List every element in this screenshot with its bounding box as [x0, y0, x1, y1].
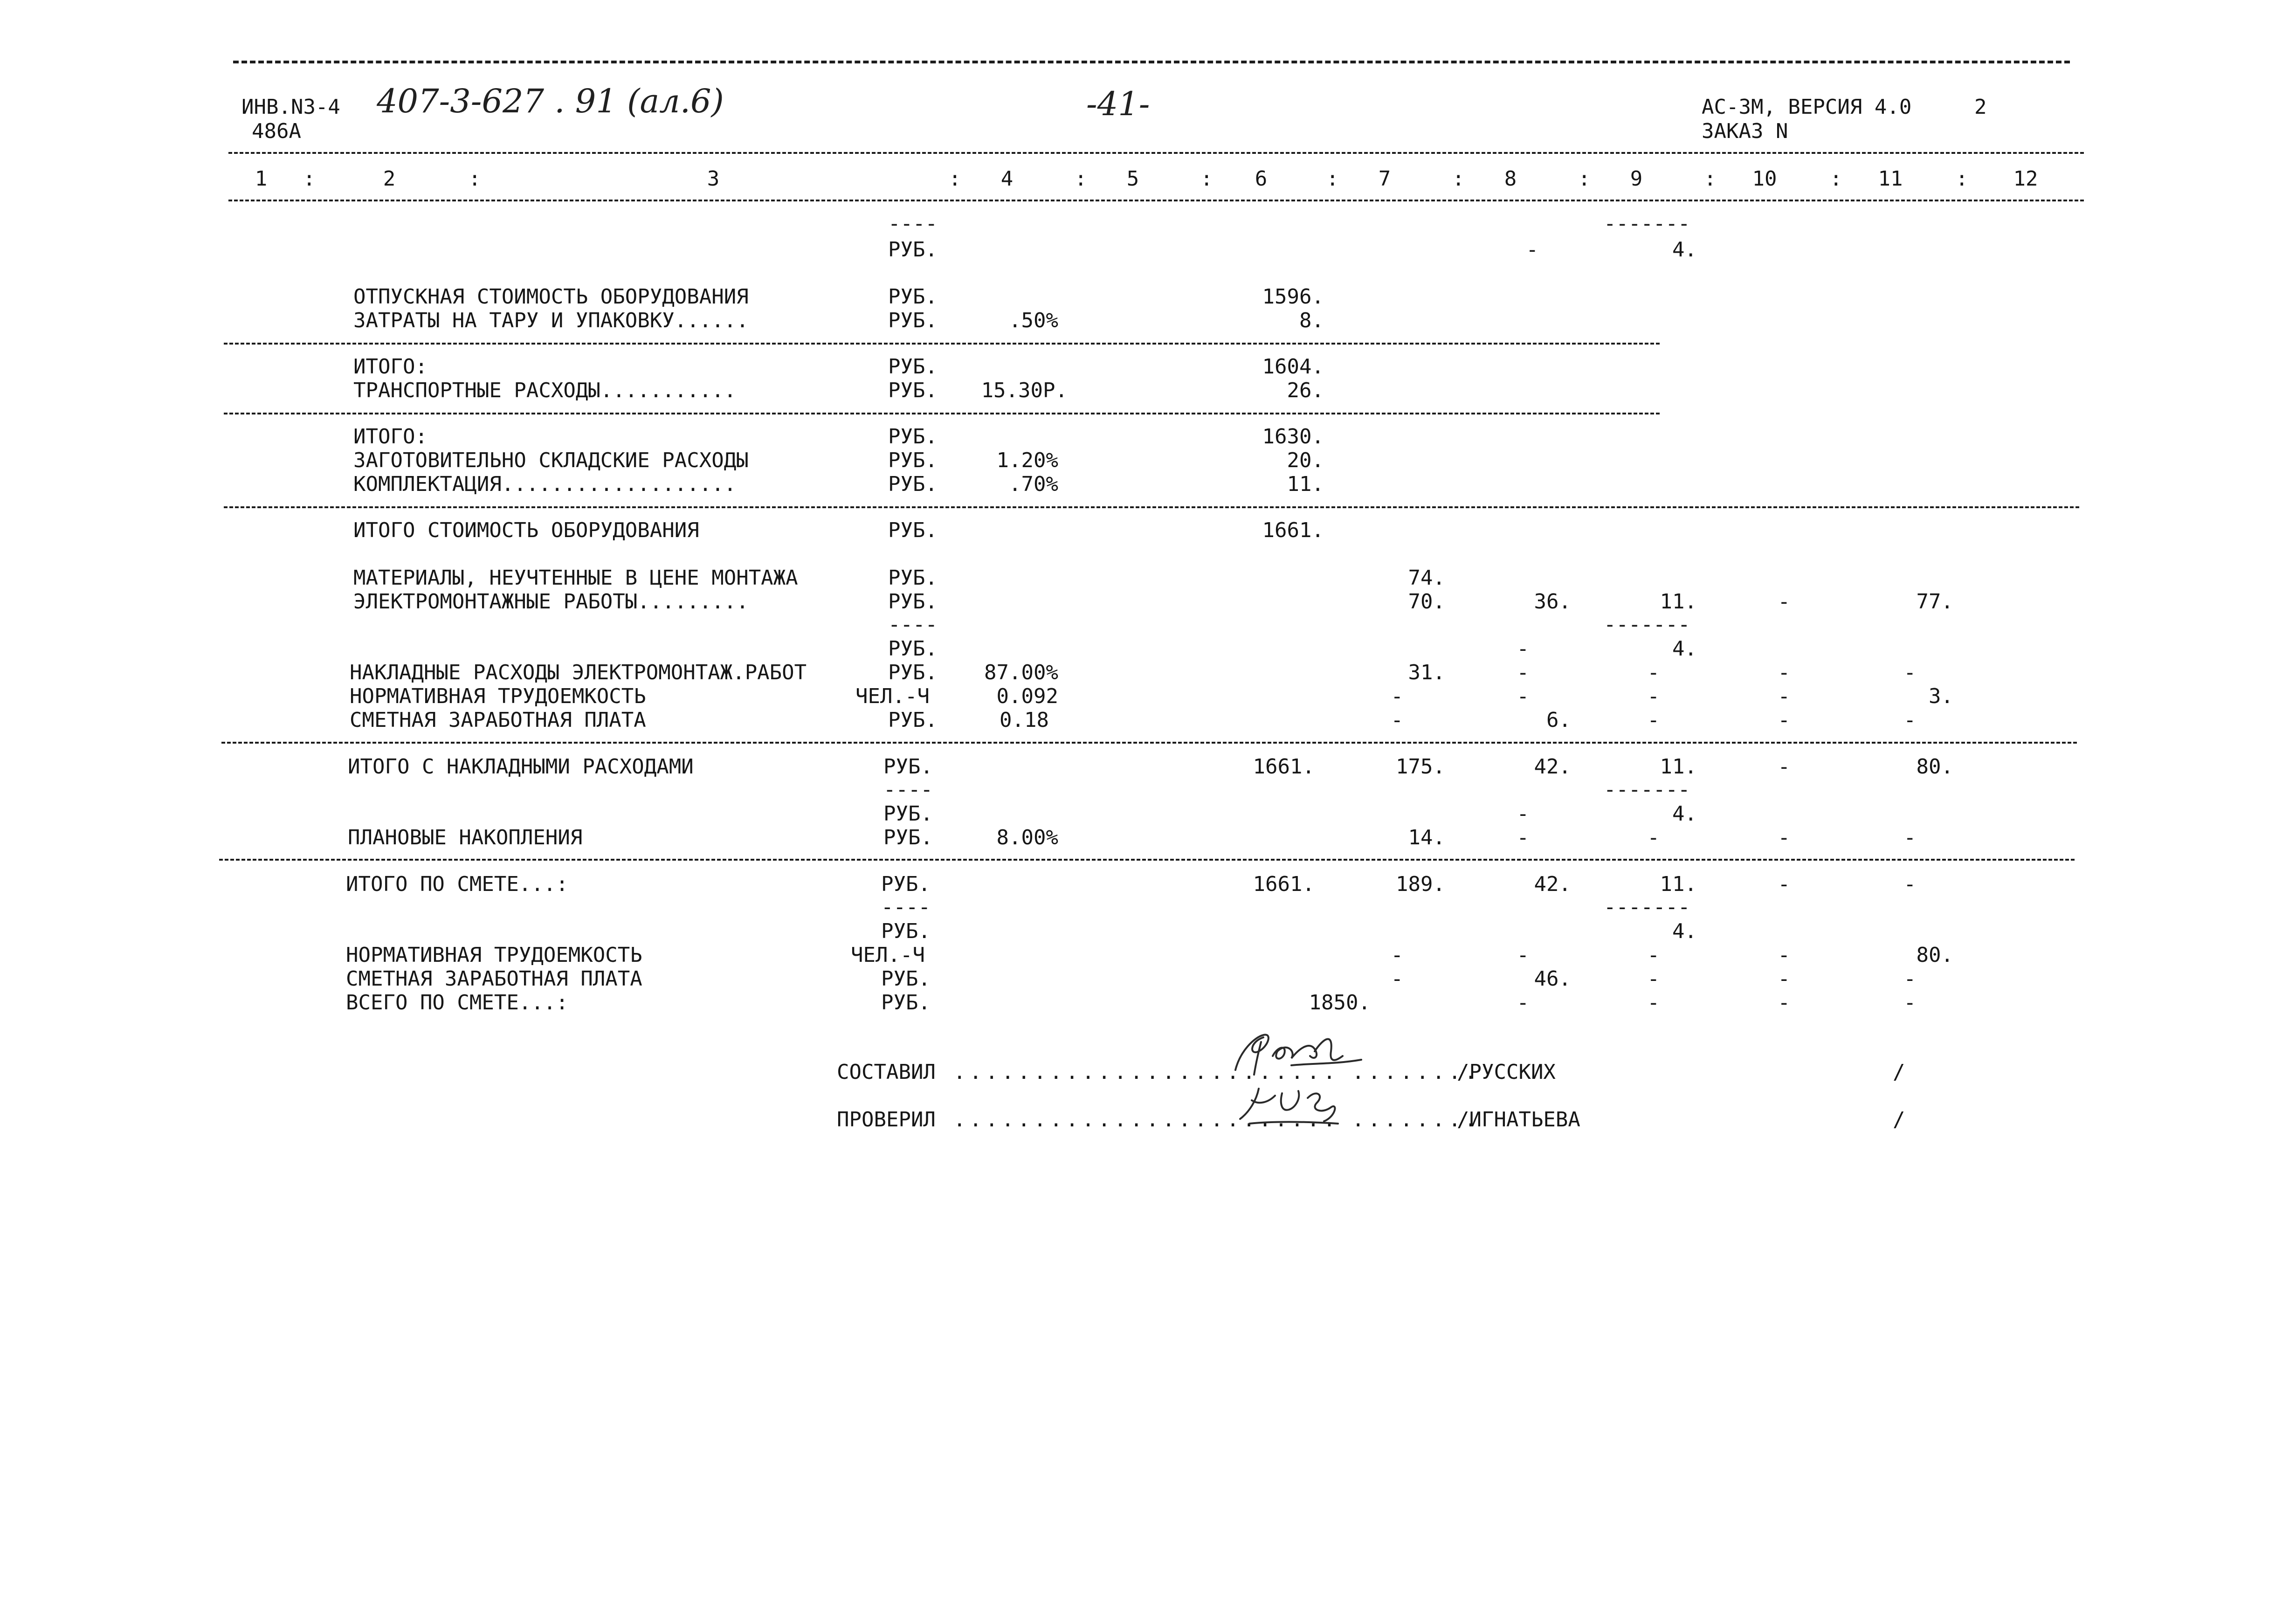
b4-row7-c9: -	[1647, 708, 1660, 732]
b1-row2-unit: РУБ.	[888, 309, 938, 332]
b4-row4-unit: РУБ.	[888, 637, 938, 661]
b4-row3-c9: 11.	[1660, 590, 1697, 614]
b5-row1-c7: 175.	[1396, 755, 1445, 779]
b5-row3-c7: 14.	[1408, 826, 1445, 849]
b6-row5-c8: -	[1517, 991, 1529, 1014]
col-11: 11	[1878, 167, 1903, 191]
col-9: 9	[1630, 167, 1643, 191]
col-sep: :	[1200, 167, 1213, 191]
checked-dots-left: ........................	[953, 1108, 1339, 1132]
b3-row2-c6: 20.	[1287, 449, 1324, 472]
b4-row6-name: НОРМАТИВНАЯ ТРУДОЕМКОСТЬ	[350, 684, 646, 708]
b4-row4-c9: 4.	[1672, 637, 1697, 661]
b6-row3-unit: ЧЕЛ.-Ч	[851, 943, 925, 967]
b5-row3-c11: -	[1903, 826, 1916, 849]
b3-row1-unit: РУБ.	[888, 425, 938, 449]
b5-row3-unit: РУБ.	[883, 826, 933, 849]
page-number: -41-	[1086, 85, 1150, 123]
b6-row3-c7: -	[1391, 943, 1403, 967]
b6-row4-c11: -	[1903, 967, 1916, 991]
b4-rule	[221, 742, 2077, 744]
b3-row3-unit: РУБ.	[888, 472, 938, 496]
b6-row1-c6: 1661.	[1253, 872, 1315, 896]
unit-underline: ----	[883, 778, 933, 801]
compiled-name: /РУССКИХ	[1457, 1060, 1556, 1084]
b1-row2-rate: .50%	[1009, 309, 1058, 332]
c9-underline: -------	[1604, 613, 1690, 636]
col-sep: :	[469, 167, 481, 191]
b3-row2-unit: РУБ.	[888, 449, 938, 472]
checked-label: ПРОВЕРИЛ	[837, 1108, 936, 1132]
b4-row3-c11: 77.	[1916, 590, 1953, 614]
order-label: ЗАКАЗ N	[1702, 119, 1788, 143]
b4-row3-c8: 36.	[1534, 590, 1571, 614]
b4-row5-name: НАКЛАДНЫЕ РАСХОДЫ ЭЛЕКТРОМОНТАЖ.РАБОТ	[350, 661, 807, 684]
b6-row5-c9: -	[1647, 991, 1660, 1014]
compiled-dots-left: ........................	[953, 1060, 1339, 1084]
b6-row2-c9: 4.	[1672, 919, 1697, 943]
b5-row3-c8: -	[1517, 826, 1529, 849]
unit-underline: ----	[881, 895, 931, 919]
b6-row1-name: ИТОГО ПО СМЕТЕ...:	[346, 872, 568, 896]
b1-rule	[224, 343, 1660, 345]
col-1: 1	[255, 167, 268, 191]
b2-rule	[224, 413, 1660, 414]
b2-row2-name: ТРАНСПОРТНЫЕ РАСХОДЫ...........	[353, 379, 737, 402]
b4-row4-c8: -	[1517, 637, 1529, 661]
col-3: 3	[707, 167, 720, 191]
b4-row7-unit: РУБ.	[888, 708, 938, 732]
b2-row1-name: ИТОГО:	[353, 355, 427, 379]
col-sep: :	[1830, 167, 1842, 191]
c9-underline: -------	[1604, 895, 1690, 919]
col-sep: :	[303, 167, 316, 191]
b5-row3-rate: 8.00%	[996, 826, 1058, 849]
b4-row7-c8: 6.	[1546, 708, 1571, 732]
col-7: 7	[1378, 167, 1391, 191]
b5-row2-c9: 4.	[1672, 802, 1697, 826]
col-4: 4	[1000, 167, 1014, 191]
b6-row3-name: НОРМАТИВНАЯ ТРУДОЕМКОСТЬ	[346, 943, 642, 967]
b6-row2-unit: РУБ.	[881, 919, 931, 943]
b5-row1-c11: 80.	[1916, 755, 1953, 779]
b4-row6-c8: -	[1517, 684, 1529, 708]
b4-row2-c7: 74.	[1408, 566, 1445, 590]
b6-row5-c11: -	[1903, 991, 1916, 1014]
b1-row1-unit: РУБ.	[888, 285, 938, 309]
col-10: 10	[1752, 167, 1777, 191]
b3-row3-name: КОМПЛЕКТАЦИЯ...................	[353, 472, 737, 496]
b6-row4-name: СМЕТНАЯ ЗАРАБОТНАЯ ПЛАТА	[346, 967, 642, 991]
unit-underline: ----	[888, 212, 938, 235]
checked-dots-right: ........	[1352, 1108, 1481, 1132]
b6-row1-unit: РУБ.	[881, 872, 931, 896]
checked-slash: /	[1893, 1108, 1905, 1132]
b3-rule	[224, 506, 2079, 508]
b6-row5-unit: РУБ.	[881, 991, 931, 1014]
b6-row1-c9: 11.	[1660, 872, 1697, 896]
b2-row1-unit: РУБ.	[888, 355, 938, 379]
b5-row1-c9: 11.	[1660, 755, 1697, 779]
compiled-label: СОСТАВИЛ	[837, 1060, 936, 1084]
b4-row7-rate: 0.18	[1000, 708, 1049, 732]
b5-row1-unit: РУБ.	[883, 755, 933, 779]
b4-row6-c9: -	[1647, 684, 1660, 708]
b3-row1-name: ИТОГО:	[353, 425, 427, 449]
b6-row4-c9: -	[1647, 967, 1660, 991]
b5-row1-c6: 1661.	[1253, 755, 1315, 779]
b4-row5-c10: -	[1778, 661, 1790, 684]
system-version: АС-3М, ВЕРСИЯ 4.0	[1702, 95, 1912, 119]
b6-row4-c8: 46.	[1534, 967, 1571, 991]
b6-row3-c11: 80.	[1916, 943, 1953, 967]
b5-row2-unit: РУБ.	[883, 802, 933, 826]
b4-row7-c10: -	[1778, 708, 1790, 732]
col-sep: :	[1452, 167, 1465, 191]
checked-signature	[1231, 1075, 1371, 1131]
b6-row1-c7: 189.	[1396, 872, 1445, 896]
inv-code: 486А	[252, 119, 301, 143]
b2-row2-unit: РУБ.	[888, 379, 938, 402]
compiled-dots-right: ........	[1352, 1060, 1481, 1084]
b4-row6-c10: -	[1778, 684, 1790, 708]
col-2: 2	[383, 167, 396, 191]
b4-row1-c6: 1661.	[1262, 518, 1324, 542]
b4-row6-c11: 3.	[1929, 684, 1953, 708]
b4-row7-c11: -	[1903, 708, 1916, 732]
b3-row2-name: ЗАГОТОВИТЕЛЬНО СКЛАДСКИЕ РАСХОДЫ	[353, 449, 749, 472]
inv-handwritten: 407-3-627 . 91 (ал.6)	[377, 82, 724, 120]
b1-unit-row-c9: 4.	[1672, 238, 1697, 262]
b6-row1-c10: -	[1778, 872, 1790, 896]
col-sep: :	[1075, 167, 1087, 191]
col-5: 5	[1126, 167, 1139, 191]
b1-row2-c6: 8.	[1299, 309, 1324, 332]
b4-row5-rate: 87.00%	[984, 661, 1058, 684]
b5-row1-c8: 42.	[1534, 755, 1571, 779]
checked-name: /ИГНАТЬЕВА	[1457, 1108, 1580, 1132]
c9-underline: -------	[1604, 778, 1690, 801]
b4-row5-c7: 31.	[1408, 661, 1445, 684]
col-6: 6	[1255, 167, 1268, 191]
b4-row5-unit: РУБ.	[888, 661, 938, 684]
sheet-number: 2	[1974, 95, 1987, 119]
b6-row4-c7: -	[1391, 967, 1403, 991]
b3-row3-rate: .70%	[1009, 472, 1058, 496]
col-sep: :	[949, 167, 961, 191]
b2-row1-c6: 1604.	[1262, 355, 1324, 379]
b4-row2-name: МАТЕРИАЛЫ, НЕУЧТЕННЫЕ В ЦЕНЕ МОНТАЖА	[353, 566, 798, 590]
header-rule-bottom	[228, 200, 2084, 201]
b4-row7-c7: -	[1391, 708, 1403, 732]
b6-row4-unit: РУБ.	[881, 967, 931, 991]
b5-row3-c10: -	[1778, 826, 1790, 849]
b4-row5-c11: -	[1903, 661, 1916, 684]
b5-rule	[219, 859, 2075, 861]
b4-row6-c7: -	[1391, 684, 1403, 708]
inv-label: ИНВ.N3-4	[241, 95, 340, 119]
b5-row1-c10: -	[1778, 755, 1790, 779]
b6-row1-c8: 42.	[1534, 872, 1571, 896]
col-8: 8	[1504, 167, 1517, 191]
col-sep: :	[1326, 167, 1339, 191]
b4-row2-unit: РУБ.	[888, 566, 938, 590]
b3-row2-rate: 1.20%	[996, 449, 1058, 472]
b6-row3-c9: -	[1647, 943, 1660, 967]
b6-row1-c11: -	[1903, 872, 1916, 896]
b3-row3-c6: 11.	[1287, 472, 1324, 496]
b6-row5-c10: -	[1778, 991, 1790, 1014]
b5-row3-c9: -	[1647, 826, 1660, 849]
top-rule	[233, 61, 2070, 63]
b4-row3-c7: 70.	[1408, 590, 1445, 614]
b6-row5-c6: 1850.	[1309, 991, 1371, 1014]
b4-row6-unit: ЧЕЛ.-Ч	[855, 684, 930, 708]
col-sep: :	[1578, 167, 1591, 191]
b2-row2-c6: 26.	[1287, 379, 1324, 402]
b1-row1-name: ОТПУСКНАЯ СТОИМОСТЬ ОБОРУДОВАНИЯ	[353, 285, 749, 309]
b2-row2-rate: 15.30Р.	[981, 379, 1068, 402]
header-rule-top	[228, 152, 2084, 154]
b1-unit-row-c8: -	[1526, 238, 1538, 262]
b4-row3-name: ЭЛЕКТРОМОНТАЖНЫЕ РАБОТЫ.........	[353, 590, 749, 614]
b3-row1-c6: 1630.	[1262, 425, 1324, 449]
b4-row6-rate: 0.092	[996, 684, 1058, 708]
col-sep: :	[1704, 167, 1717, 191]
b6-row3-c10: -	[1778, 943, 1790, 967]
b1-row1-c6: 1596.	[1262, 285, 1324, 309]
b6-row3-c8: -	[1517, 943, 1529, 967]
b4-row5-c9: -	[1647, 661, 1660, 684]
b5-row1-name: ИТОГО С НАКЛАДНЫМИ РАСХОДАМИ	[348, 755, 694, 779]
b4-row7-name: СМЕТНАЯ ЗАРАБОТНАЯ ПЛАТА	[350, 708, 646, 732]
b4-row3-c10: -	[1778, 590, 1790, 614]
b1-unit-row-unit: РУБ.	[888, 238, 938, 262]
b6-row4-c10: -	[1778, 967, 1790, 991]
b6-row5-name: ВСЕГО ПО СМЕТЕ...:	[346, 991, 568, 1014]
b5-row2-c8: -	[1517, 802, 1529, 826]
b1-row2-name: ЗАТРАТЫ НА ТАРУ И УПАКОВКУ......	[353, 309, 749, 332]
compiled-slash: /	[1893, 1060, 1905, 1084]
b4-row1-name: ИТОГО СТОИМОСТЬ ОБОРУДОВАНИЯ	[353, 518, 699, 542]
col-12: 12	[2013, 167, 2038, 191]
col-sep: :	[1956, 167, 1968, 191]
b4-row3-unit: РУБ.	[888, 590, 938, 614]
b4-row1-unit: РУБ.	[888, 518, 938, 542]
unit-underline: ----	[888, 613, 938, 636]
c9-underline: -------	[1604, 212, 1690, 235]
b5-row3-name: ПЛАНОВЫЕ НАКОПЛЕНИЯ	[348, 826, 583, 849]
b4-row5-c8: -	[1517, 661, 1529, 684]
